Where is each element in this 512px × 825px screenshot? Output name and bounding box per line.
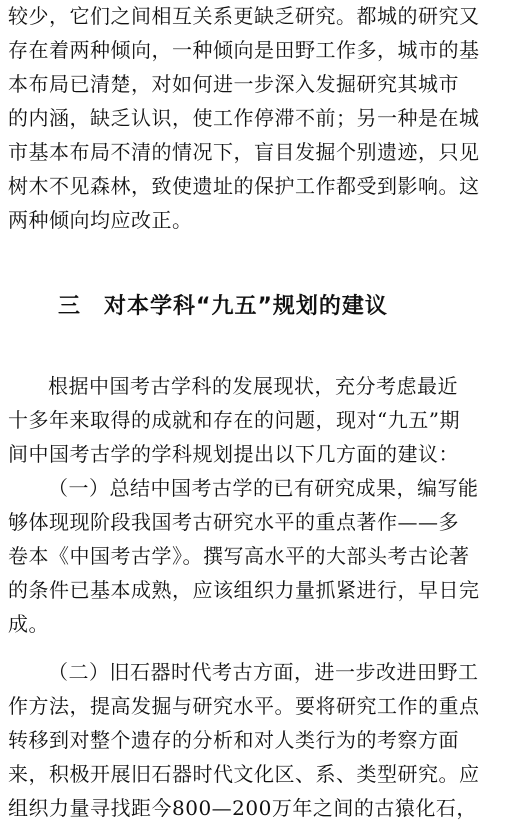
paragraph-4-line-3: 转移到对整个遗存的分析和对人类行为的考察方面 (8, 728, 459, 752)
paragraph-1-line-6: 树木不见森林，致使遗址的保护工作都受到影响。这 (8, 174, 480, 198)
paragraph-1-line-1: 较少，它们之间相互关系更缺乏研究。都城的研究又 (8, 4, 480, 28)
paragraph-3-line-3: 卷本《中国考古学》。撰写高水平的大部头考古论著 (8, 544, 470, 568)
paragraph-1-line-2: 存在着两种倾向，一种倾向是田野工作多，城市的基 (8, 38, 480, 62)
paragraph-1-line-7: 两种倾向均应改正。 (8, 208, 193, 232)
section-heading: 三 对本学科“九五”规划的建议 (58, 294, 388, 319)
paragraph-4-line-1: （二）旧石器时代考古方面，进一步改进田野工 (48, 660, 479, 684)
paragraph-2-line-2: 十多年来取得的成就和存在的问题，现对“九五”期 (8, 408, 460, 432)
paragraph-2-line-3: 间中国考古学的学科规划提出以下几方面的建议： (8, 442, 459, 466)
paragraph-1-line-3: 本布局已清楚，对如何进一步深入发掘研究其城市 (8, 72, 459, 96)
paragraph-4-line-2: 作方法，提高发掘与研究水平。要将研究工作的重点 (8, 694, 480, 718)
paragraph-4-line-4: 来，积极开展旧石器时代文化区、系、类型研究。应 (8, 762, 480, 786)
paragraph-1-line-4: 的内涵，缺乏认识，使工作停滞不前；另一种是在城 (8, 106, 480, 130)
paragraph-3-line-4: 的条件已基本成熟，应该组织力量抓紧进行，早日完 (8, 578, 480, 602)
paragraph-1-line-5: 市基本布局不清的情况下，盲目发掘个别遗迹，只见 (8, 140, 480, 164)
paragraph-3-line-5: 成。 (8, 612, 49, 636)
paragraph-3-line-1: （一）总结中国考古学的已有研究成果，编写能 (48, 476, 479, 500)
paragraph-2-line-1: 根据中国考古学科的发展现状，充分考虑最近 (48, 374, 458, 398)
paragraph-4-line-5: 组织力量寻找距今800—200万年之间的古猿化石， (8, 796, 477, 820)
paragraph-3-line-2: 够体现现阶段我国考古研究水平的重点著作——多 (8, 510, 459, 534)
